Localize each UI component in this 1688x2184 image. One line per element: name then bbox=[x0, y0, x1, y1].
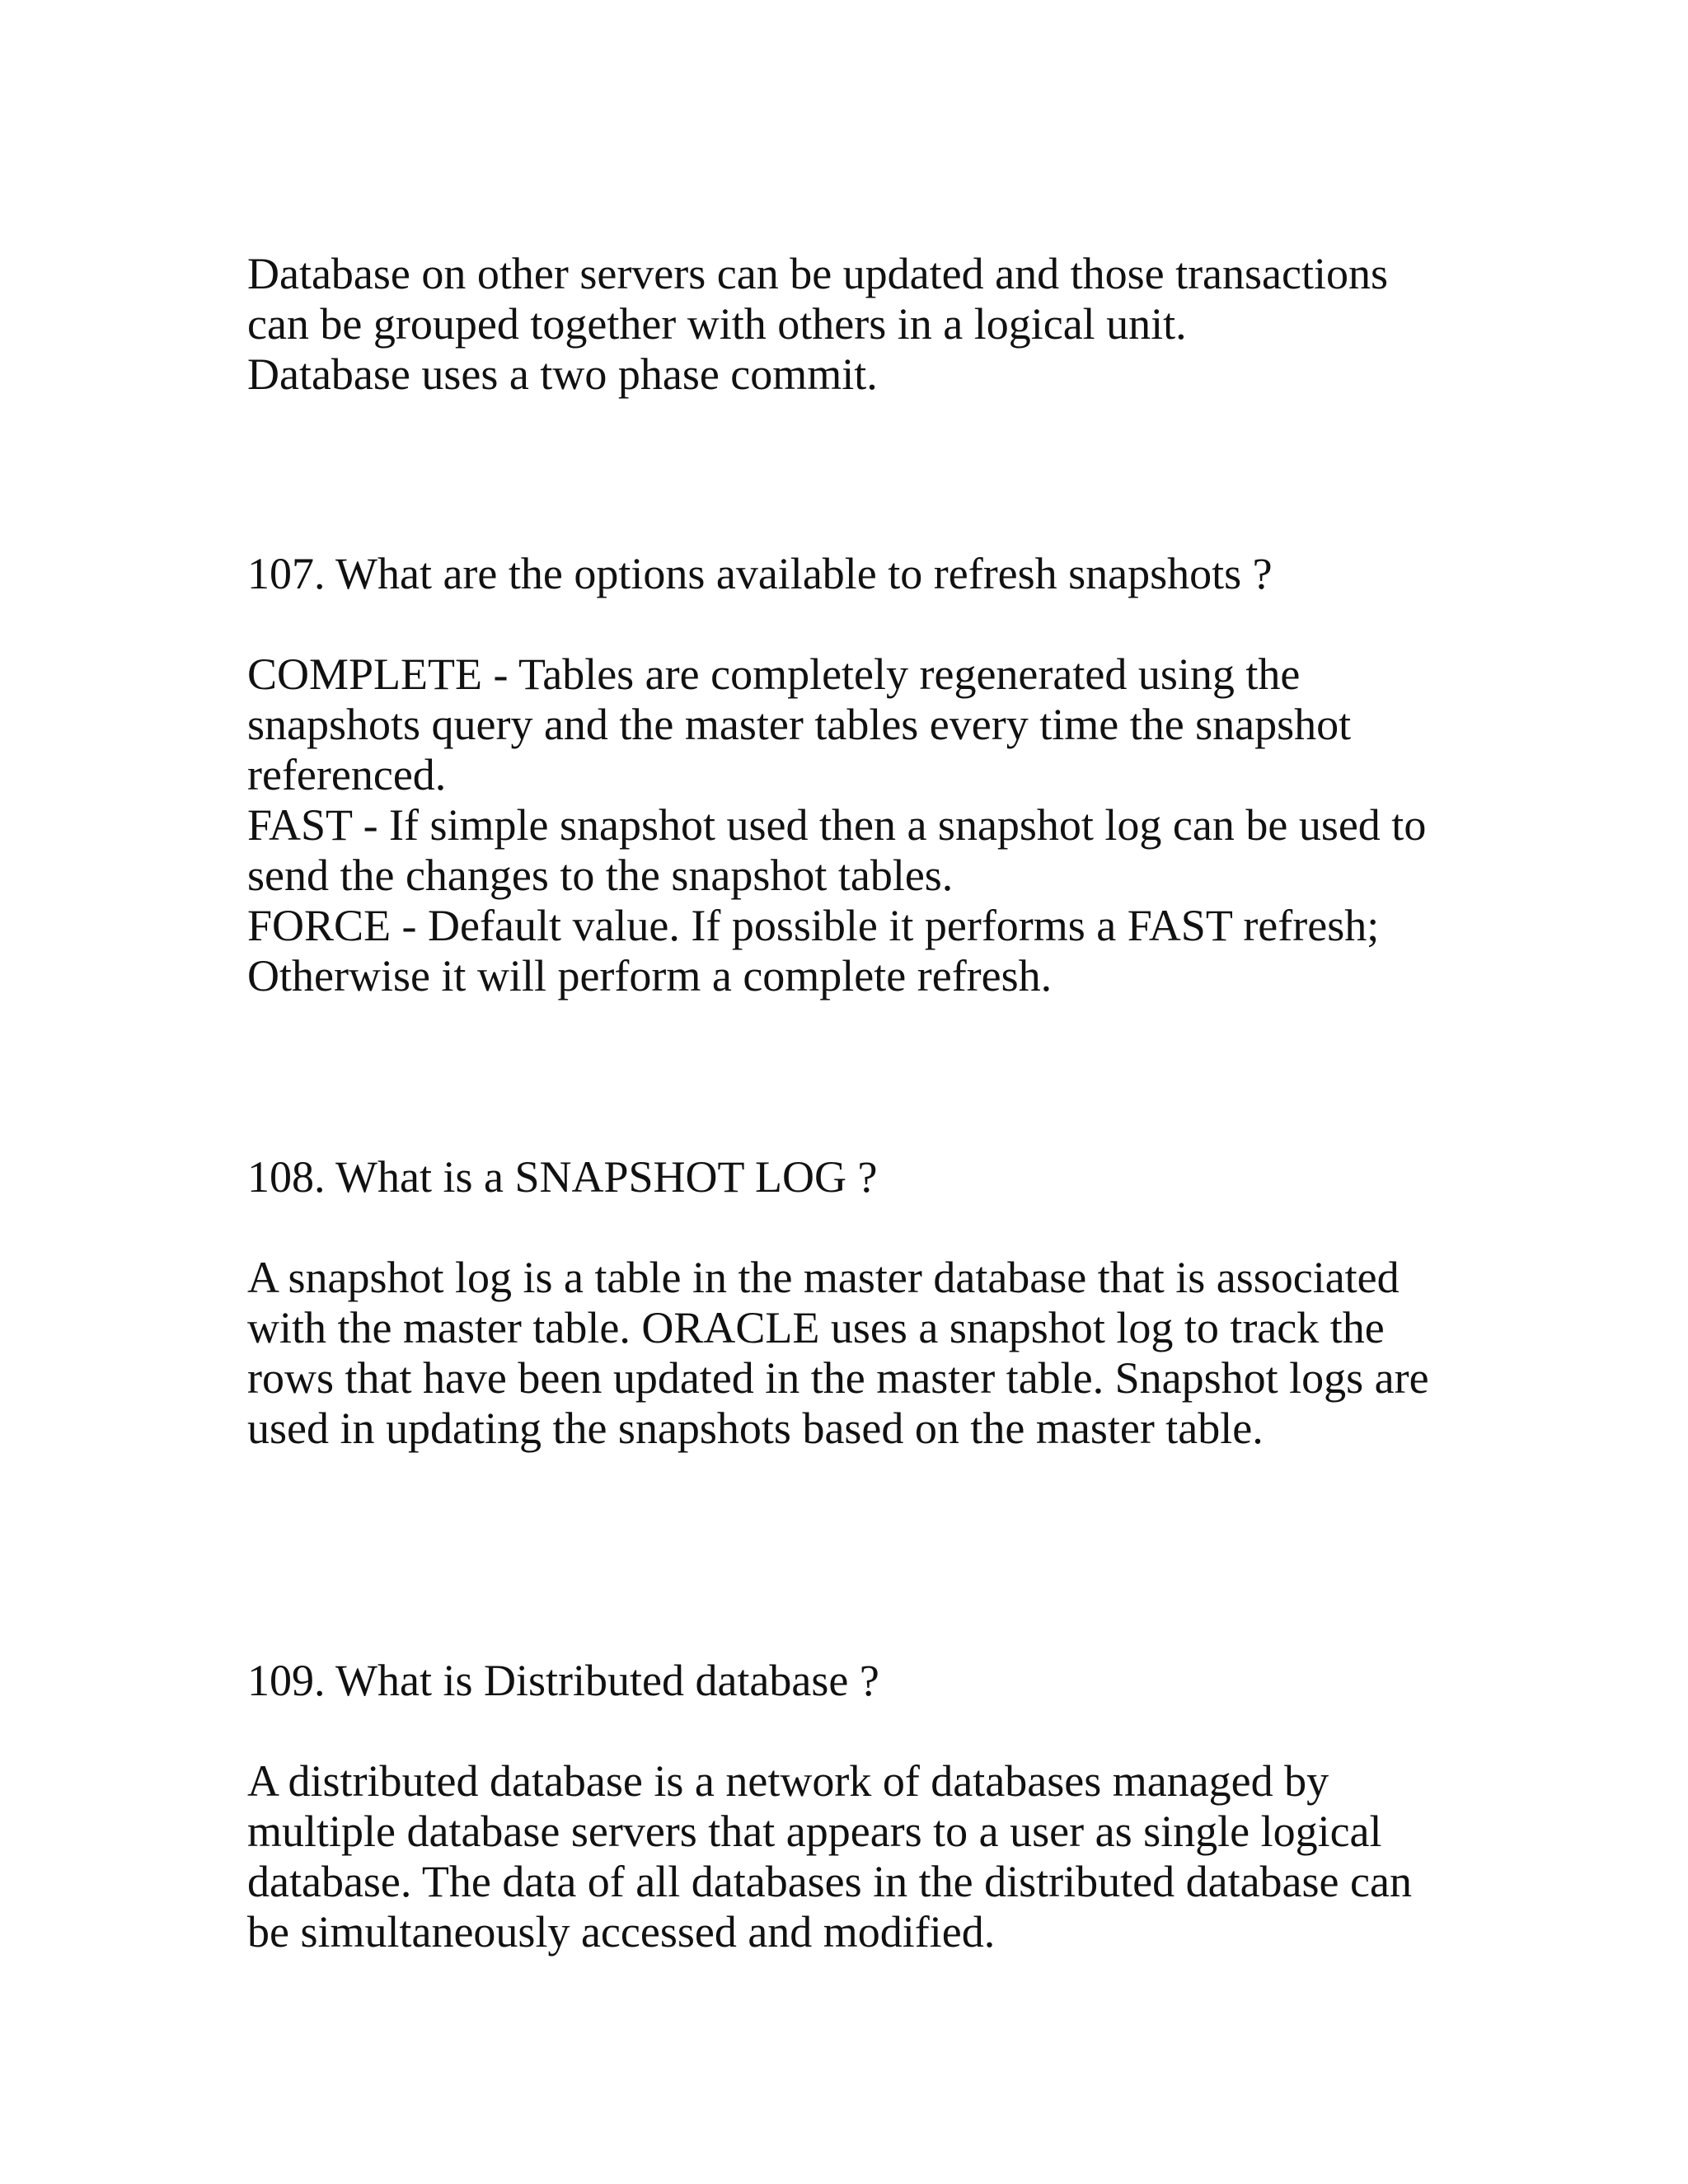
question-107-heading: 107. What are the options available to refresh snapshots ? bbox=[247, 549, 1273, 598]
answer-109-line: multiple database servers that appears to a user as single logical bbox=[247, 1807, 1382, 1856]
answer-107-line: snapshots query and the master tables every time the snapshot bbox=[247, 700, 1352, 749]
answer-107-line: COMPLETE - Tables are completely regenerated using the bbox=[247, 649, 1301, 699]
answer-108-line: rows that have been updated in the master table. Snapshot logs are bbox=[247, 1353, 1429, 1403]
answer-108-line: A snapshot log is a table in the master database that is associated bbox=[247, 1253, 1400, 1302]
question-109-heading: 109. What is Distributed database ? bbox=[247, 1656, 879, 1705]
question-108-heading: 108. What is a SNAPSHOT LOG ? bbox=[247, 1152, 878, 1202]
intro-line: Database uses a two phase commit. bbox=[247, 349, 878, 399]
intro-line: Database on other servers can be updated and those transactions bbox=[247, 249, 1388, 298]
answer-107-line: referenced. bbox=[247, 750, 447, 799]
answer-107-line: send the changes to the snapshot tables. bbox=[247, 851, 954, 900]
answer-108-line: used in updating the snapshots based on the master table. bbox=[247, 1404, 1264, 1453]
intro-line: can be grouped together with others in a logical unit. bbox=[247, 299, 1187, 349]
answer-107-line: Otherwise it will perform a complete refresh. bbox=[247, 951, 1053, 1001]
answer-107-line: FORCE - Default value. If possible it performs a FAST refresh; bbox=[247, 901, 1380, 950]
answer-109-line: database. The data of all databases in the distributed database can bbox=[247, 1857, 1412, 1906]
answer-109-line: be simultaneously accessed and modified. bbox=[247, 1907, 996, 1957]
answer-107-line: FAST - If simple snapshot used then a snapshot log can be used to bbox=[247, 800, 1427, 850]
answer-108-line: with the master table. ORACLE uses a snapshot log to track the bbox=[247, 1303, 1385, 1352]
answer-109-line: A distributed database is a network of databases managed by bbox=[247, 1756, 1329, 1806]
